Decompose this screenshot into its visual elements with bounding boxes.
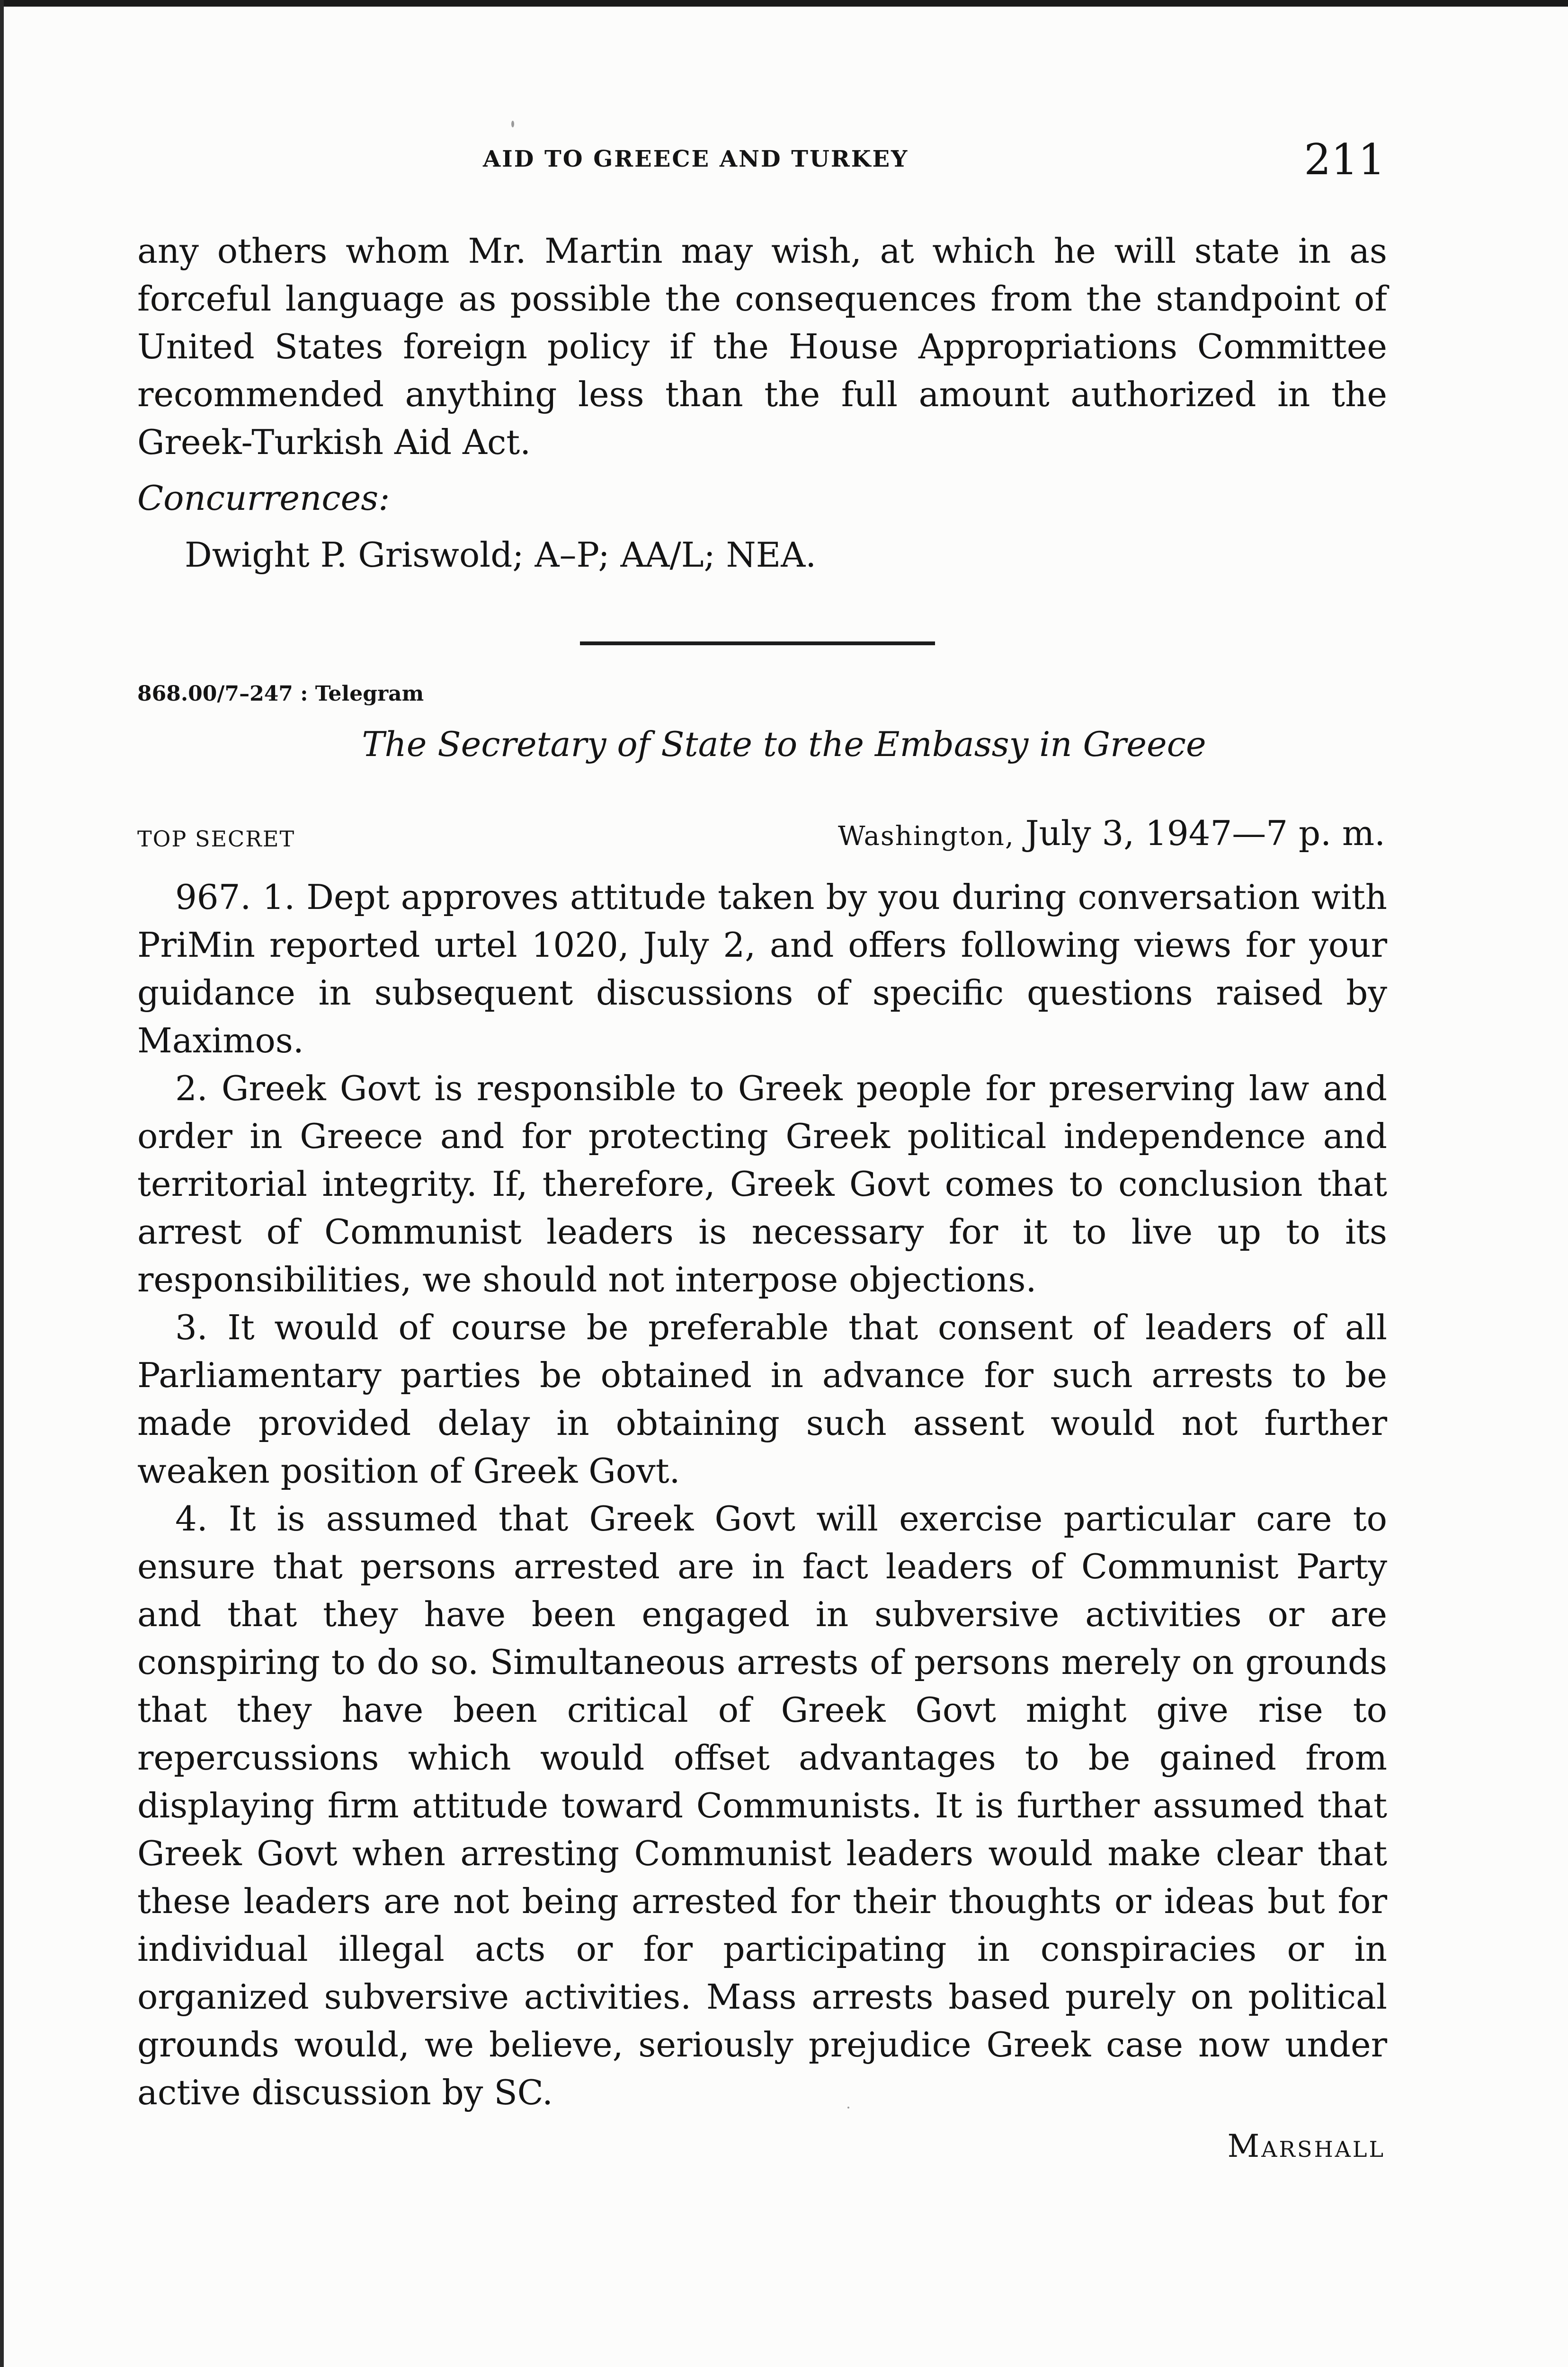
dateline-date: July 3, 1947—7 p. m. [1014,813,1385,853]
document-title: The Secretary of State to the Embassy in Greece [362,724,1206,764]
concurrences-label: Concurrences: [137,478,390,518]
signature-text: Marshall [1227,2128,1385,2164]
dateline-place: Washington, [837,821,1015,852]
concurrences-names: Dwight P. Griswold; A–P; AA/L; NEA. [185,535,817,575]
scan-speck [511,121,514,127]
telegram-paragraph-1: 967. 1. Dept approves attitude taken by you during conversation with PriMin reported urtel 1020, July 2, and offers following views for your guidance in subsequent discussions of specific questions raised by Maximos. [137,877,1387,1060]
continuation-paragraph [137,227,1387,466]
file-reference: 868.00/7–247 : Telegram [137,682,424,706]
signature [1228,2128,1385,2164]
continuation-text: any others whom Mr. Martin may wish, at which he will state in as forceful language as possible the consequences from the standpoint of United States foreign policy if the House Appropriations Committee recommended anything less than the full amount authorized in the Greek-Turkish Aid Act. [137,231,1387,462]
section-divider [580,641,935,645]
telegram-paragraph-3: 3. It would of course be preferable that consent of leaders of all Parliamentary parties be obtained in advance for such arrests to be made provided delay in obtaining such assent would not further weaken position of Greek Govt. [137,1308,1387,1491]
page-number: 211 [1304,135,1385,185]
scan-top-border [0,0,1568,7]
scan-left-border [0,0,4,2367]
classification-label: TOP SECRET [137,826,295,852]
telegram-body [137,873,1387,2117]
dateline [838,813,1385,853]
scan-speck [847,2107,849,2109]
telegram-paragraph-2: 2. Greek Govt is responsible to Greek people for preserving law and order in Greece and for protecting Greek political independence and territorial integrity. If, therefore, Greek Govt comes to conclusion that arrest of Communist leaders is necessary for it to live up to its responsibilities, we should not interpose objections. [137,1068,1387,1299]
running-head: AID TO GREECE AND TURKEY [483,146,909,172]
telegram-paragraph-4: 4. It is assumed that Greek Govt will exercise particular care to ensure that persons arrested are in fact leaders of Communist Party and that they have been engaged in subversive activities or are conspiring to do so. Simultaneous arrests of persons merely on grounds that they have been critical of Greek Govt might give rise to repercussions which would offset advantages to be gained from displaying firm attitude toward Communists. It is further assumed that Greek Govt when arresting Communist leaders would make clear that these leaders are not being arrested for their thoughts or ideas but for individual illegal acts or for participating in conspiracies or in organized subversive activities. Mass arrests based purely on political grounds would, we believe, seriously prejudice Greek case now under active discussion by SC. [137,1499,1387,2112]
